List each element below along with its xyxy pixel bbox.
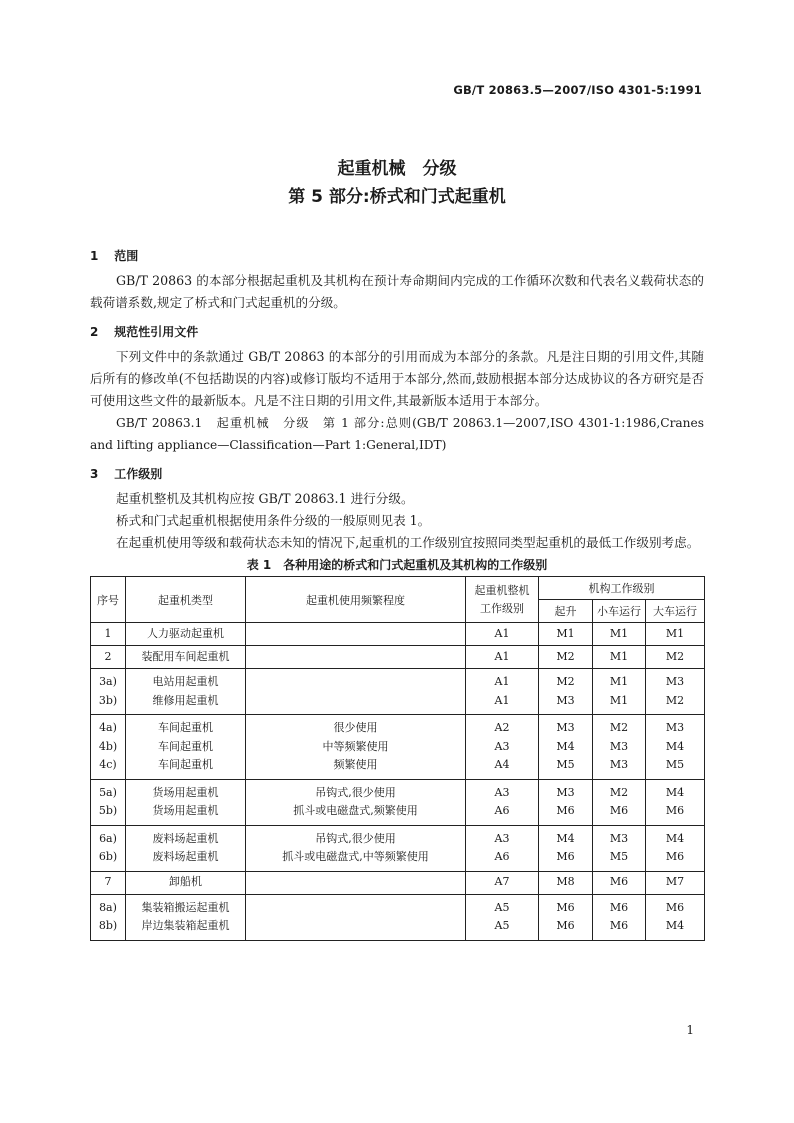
section-heading-scope [90,246,704,266]
cell-line: M4 [665,919,685,932]
cell-line: 吊钩式,很少使用 [315,831,396,845]
cell-line: M7 [665,875,685,889]
cell-trolley [593,715,646,780]
cell-freq [246,715,466,780]
table-row [91,623,705,646]
cell-freq [246,646,466,669]
cell-line: A5 [494,900,510,914]
cell-trolley [593,646,646,669]
cell-line: M5 [665,758,685,771]
section-title: 规范性引用文件 [114,325,199,339]
cell-overall [466,623,539,646]
cell-trolley [593,871,646,894]
cell-line [246,917,465,936]
table-row [91,894,705,940]
cell-line: M4 [556,831,575,845]
cell-seq [91,825,126,871]
cell-line: 2 [104,649,112,663]
cell-line: M6 [665,850,685,863]
cell-line: M6 [609,900,629,914]
cell-travel [646,669,705,715]
table-row [91,646,705,669]
cell-trolley [593,825,646,871]
cell-overall [466,779,539,825]
cell-line: 中等频繁使用 [322,739,389,753]
cell-line: 货场用起重机 [152,804,219,817]
cell-line: 3b) [98,693,118,707]
cell-line: 废料场起重机 [152,850,219,863]
cell-travel [646,825,705,871]
cell-line: M6 [609,919,629,932]
cell-line: A3 [494,739,510,753]
cell-line: M4 [665,831,685,845]
cell-line: M6 [556,804,575,817]
cell-travel [646,646,705,669]
cell-line: M6 [609,804,629,817]
table-row [91,779,705,825]
cell-line: 抓斗或电磁盘式,频繁使用 [293,804,418,817]
cell-line: M5 [556,758,575,771]
paragraph: GB/T 20863 的本部分根据起重机及其机构在预计寿命期间内完成的工作循环次数和代表名义载荷状态的载荷谱系数,规定了桥式和门式起重机的分级。 [90,273,704,310]
cell-trolley [593,623,646,646]
cell-line: 车间起重机 [158,739,213,753]
cell-hoist [539,669,593,715]
cell-type [126,779,246,825]
header-hoist: 起升 [539,600,593,623]
cell-overall [466,646,539,669]
header-crane-type: 起重机类型 [126,577,246,623]
document-body [90,246,704,941]
cell-line: M6 [665,804,685,817]
cell-line: 4c) [99,758,117,771]
cell-line: M5 [609,850,629,863]
cell-line: 废料场起重机 [152,831,219,845]
paragraph: 下列文件中的条款通过 GB/T 20863 的本部分的引用而成为本部分的条款。凡是注日期的引用文件,其随后所有的修改单(不包括勘误的内容)或修订版均不适用于本部分,然而,鼓励根据本部分达成协议的各方研究是否可使用这些文件的最新版本。凡是不注日期的引用文件,其最新版本适用于本部分。 [90,349,704,408]
cell-line: M3 [609,739,629,753]
cell-line: A3 [494,831,510,845]
cell-line [246,692,465,711]
cell-line: 抓斗或电磁盘式,中等频繁使用 [282,850,429,863]
cell-overall [466,894,539,940]
cell-hoist [539,623,593,646]
table-body [91,623,705,941]
cell-line: M3 [556,785,575,799]
cell-line: M3 [609,831,629,845]
cell-line: M6 [609,875,629,889]
section-title: 范围 [114,249,139,263]
cell-line: 6a) [99,831,117,845]
cell-line: M2 [665,693,685,707]
reference-entry: GB/T 20863.1 起重机械 分级 第 1 部分:总则(GB/T 20863.1—2007,ISO 4301-1:1986,Cranes and lifting appliance—Classification—Part 1:General,IDT) [90,416,704,452]
cell-hoist [539,825,593,871]
cell-travel [646,779,705,825]
header-travel: 大车运行 [646,600,705,623]
cell-seq [91,715,126,780]
cell-line: M3 [665,721,685,734]
cell-hoist [539,646,593,669]
section-heading-working-class [90,464,704,484]
document-title: 起重机械 分级 [337,159,457,179]
section-number: 1 [90,249,99,263]
cell-line [246,899,465,918]
cell-line: A1 [494,693,510,707]
cell-freq [246,779,466,825]
cell-line: A1 [494,675,510,688]
cell-line: A3 [494,785,510,799]
cell-line: 装配用车间起重机 [141,649,230,663]
cell-line: M3 [665,675,685,688]
cell-type [126,715,246,780]
cell-line: M2 [665,649,685,663]
cell-line: 5a) [99,785,117,799]
cell-seq [91,646,126,669]
cell-line: M2 [556,649,575,663]
cell-line: 8a) [99,900,117,914]
cell-line: M1 [556,626,575,640]
paragraph: 在起重机使用等级和载荷状态未知的情况下,起重机的工作级别宜按照同类型起重机的最低工作级别考虑。 [116,535,700,550]
cell-line: 卸船机 [169,875,202,889]
cell-line: M3 [609,758,629,771]
cell-line: A7 [494,875,510,889]
cell-line: M1 [609,626,629,640]
cell-trolley [593,779,646,825]
section-title: 工作级别 [114,467,163,481]
cell-type [126,646,246,669]
cell-freq [246,871,466,894]
cell-line: M6 [665,900,685,914]
cell-line [246,673,465,692]
cell-line: 8b) [98,919,118,932]
section-number: 2 [90,325,99,339]
paragraph: 桥式和门式起重机根据使用条件分级的一般原则见表 1。 [116,513,431,528]
cell-line: 岸边集装箱起重机 [141,919,230,932]
cell-overall [466,871,539,894]
cell-freq [246,825,466,871]
cell-line: 吊钩式,很少使用 [315,785,396,799]
cell-line: 很少使用 [333,721,378,734]
header-overall-line: 工作级别 [480,601,524,615]
header-trolley: 小车运行 [593,600,646,623]
cell-freq [246,894,466,940]
cell-freq [246,623,466,646]
classification-table [90,576,705,941]
header-overall-line: 起重机整机 [474,583,530,597]
cell-line: M6 [556,919,575,932]
cell-line: 6b) [98,850,118,863]
cell-line: M6 [556,900,575,914]
cell-overall [466,669,539,715]
cell-line: 集装箱搬运起重机 [141,900,230,914]
cell-type [126,825,246,871]
cell-line: M4 [556,739,575,753]
cell-line [246,648,465,667]
header-seq: 序号 [91,577,126,623]
cell-overall [466,715,539,780]
paragraph: 起重机整机及其机构应按 GB/T 20863.1 进行分级。 [116,491,414,506]
cell-line: 3a) [99,675,117,688]
cell-line: 人力驱动起重机 [147,626,224,640]
cell-line [246,873,465,892]
cell-line: A5 [494,919,510,932]
cell-seq [91,894,126,940]
cell-type [126,894,246,940]
cell-line: M3 [556,693,575,707]
cell-line [246,625,465,644]
header-overall-class [466,577,539,623]
cell-line: M1 [665,626,685,640]
cell-line: A6 [494,804,510,817]
cell-line: M1 [609,693,629,707]
cell-line: 4b) [98,739,118,753]
cell-line: M4 [665,739,685,753]
cell-hoist [539,779,593,825]
cell-type [126,669,246,715]
cell-line: 7 [104,875,112,889]
header-mechanism-class: 机构工作级别 [539,577,705,600]
cell-line: M8 [556,875,575,889]
cell-seq [91,669,126,715]
cell-overall [466,825,539,871]
cell-line: 车间起重机 [158,721,213,734]
cell-line: M4 [665,785,685,799]
section-heading-normative-references [90,322,704,342]
cell-type [126,871,246,894]
cell-line: 车间起重机 [158,758,213,771]
table-row [91,715,705,780]
cell-line: A4 [494,758,510,771]
cell-seq [91,871,126,894]
cell-line: M2 [556,675,575,688]
cell-seq [91,623,126,646]
header-frequency: 起重机使用频繁程度 [246,577,466,623]
cell-travel [646,871,705,894]
table-row [91,871,705,894]
cell-type [126,623,246,646]
cell-travel [646,894,705,940]
cell-line: M1 [609,649,629,663]
cell-line: 4a) [99,721,117,734]
cell-line: M6 [556,850,575,863]
page-number: 1 [686,1023,694,1037]
cell-trolley [593,669,646,715]
cell-line: A1 [494,626,510,640]
cell-line: A6 [494,850,510,863]
cell-line: 1 [104,626,112,640]
cell-line: A1 [494,649,510,663]
cell-line: M3 [556,721,575,734]
cell-line: M2 [609,721,629,734]
cell-line: A2 [494,721,510,734]
cell-line: M2 [609,785,629,799]
table-caption: 表 1 各种用途的桥式和门式起重机及其机构的工作级别 [246,558,548,572]
cell-trolley [593,894,646,940]
document-subtitle: 第 5 部分:桥式和门式起重机 [288,187,506,207]
cell-seq [91,779,126,825]
cell-line: 频繁使用 [333,758,378,771]
section-number: 3 [90,467,99,481]
cell-line: 电站用起重机 [152,675,219,688]
cell-line: 5b) [98,804,118,817]
cell-travel [646,715,705,780]
cell-travel [646,623,705,646]
cell-line: M1 [609,675,629,688]
standard-number: GB/T 20863.5—2007/ISO 4301-5:1991 [453,83,702,97]
table-row [91,669,705,715]
cell-line: 维修用起重机 [152,693,219,707]
cell-hoist [539,871,593,894]
cell-hoist [539,894,593,940]
cell-freq [246,669,466,715]
cell-hoist [539,715,593,780]
table-row [91,825,705,871]
cell-line: 货场用起重机 [152,785,219,799]
